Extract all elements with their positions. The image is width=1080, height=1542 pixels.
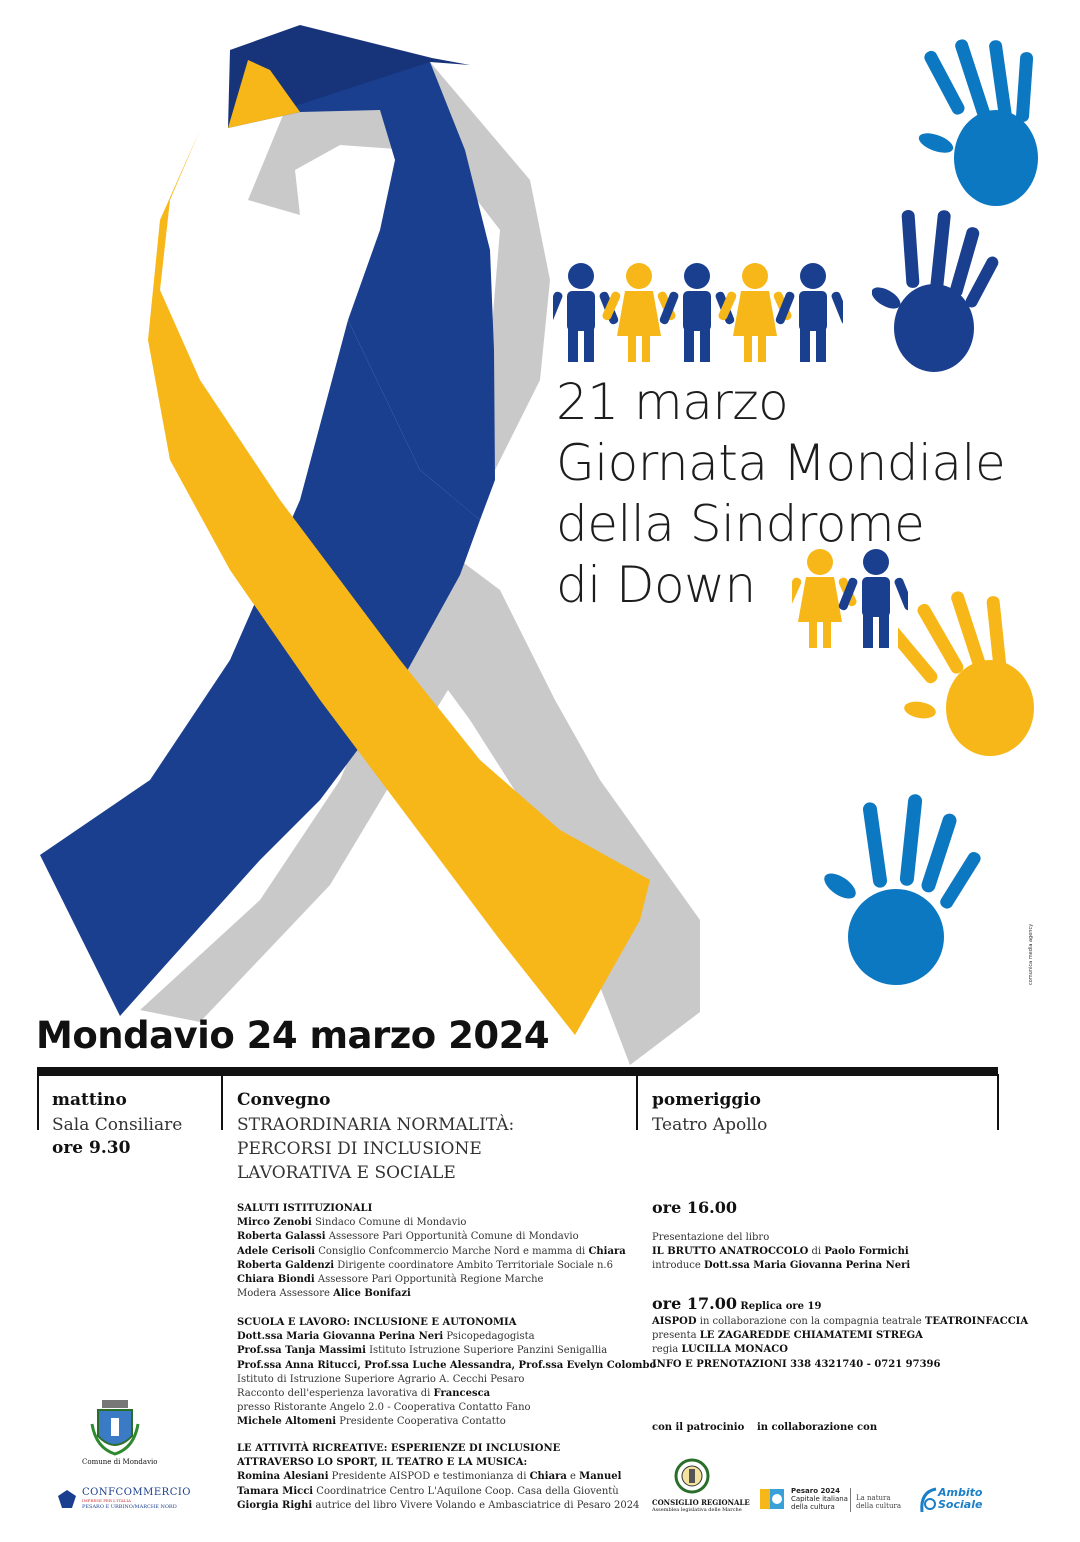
speaker-name: Mirco Zenobi [237, 1217, 312, 1229]
confcommercio-logo-icon [56, 1488, 78, 1510]
speaker-name: Tamara Micci [237, 1485, 314, 1497]
section-heading: SALUTI ISTITUZIONALI [237, 1203, 373, 1214]
consiglio-regionale-seal-icon [674, 1456, 710, 1496]
ambito-line: Sociale [938, 1498, 983, 1511]
convegno-title [237, 1113, 514, 1185]
confcommercio-sub1: IMPRESE PER L'ITALIA [82, 1498, 131, 1503]
book-di: di [808, 1246, 825, 1258]
speaker-role: Psicopedagogista [443, 1331, 535, 1343]
section-heading: ATTRAVERSO LO SPORT, IL TEATRO E LA MUSICA: [237, 1457, 528, 1469]
speaker-name: Chiara Biondi [237, 1274, 315, 1286]
theatre-info [652, 1315, 1028, 1372]
book-author: Paolo Formichi [824, 1246, 909, 1258]
introduce-name: Dott.ssa Maria Giovanna Perina Neri [704, 1260, 911, 1272]
natura-line: La natura [856, 1494, 891, 1502]
speaker-name: Manuel [579, 1471, 622, 1483]
consiglio-sub: Assemblea legislativa delle Marche [652, 1507, 742, 1513]
divider [37, 1074, 39, 1130]
headline-line-2: Giornata Mondiale [556, 434, 1006, 492]
divider [221, 1074, 223, 1130]
speaker-role: Dirigente coordinatore Ambito Territoriale Sociale n.6 [334, 1259, 613, 1271]
time-2-label: ore 17.00 [652, 1294, 737, 1313]
pesaro-line: della cultura [791, 1503, 835, 1511]
saluti-section [237, 1202, 626, 1301]
pesaro-line: Pesaro 2024 [791, 1487, 840, 1495]
natura-divider [850, 1488, 851, 1512]
organizer-role: in collaborazione con la compagnia teatrale [696, 1316, 925, 1327]
event-date: Mondavio 24 marzo 2024 [36, 1014, 550, 1057]
pesaro-line: Capitale italiana [791, 1495, 848, 1503]
speaker-name: Chiara [588, 1245, 626, 1257]
speaker-name: Chiara [529, 1471, 567, 1483]
play-title: LE ZAGAREDDE CHIAMATEMI STREGA [699, 1330, 923, 1342]
speaker-name: Prof.ssa Anna Ritucci, Prof.ssa Luche Alessandra, Prof.ssa Evelyn Colombo [237, 1359, 657, 1371]
speaker-role: Assessore Pari Opportunità Regione Marche [314, 1274, 544, 1286]
patrocinio-text: con il patrocinio [652, 1422, 745, 1433]
pesaro-2024-logo-icon [758, 1486, 788, 1512]
regia-label: regia [652, 1344, 682, 1356]
pesaro-2024-text [791, 1487, 848, 1511]
confcommercio-logo [82, 1487, 191, 1510]
speaker-role: Modera Assessore [237, 1288, 334, 1300]
ambito-sociale-logo-icon [918, 1486, 940, 1514]
blue-hand-icon-2 [824, 792, 994, 992]
speaker-name: Michele Altomeni [237, 1416, 337, 1428]
speaker-role: presso Ristorante Angelo 2.0 - Cooperativa Contatto Fano [237, 1402, 531, 1414]
patrocinio-label [652, 1421, 744, 1435]
afternoon-time-2 [652, 1294, 821, 1313]
morning-time: ore 9.30 [52, 1138, 131, 1158]
replica-label: Replica ore 19 [736, 1301, 822, 1312]
speaker-name: Francesca [433, 1388, 491, 1400]
yellow-hand-icon [898, 590, 1038, 770]
speaker-role: Istituto Istruzione Superiore Panzini Senigallia [365, 1345, 608, 1357]
speaker-role: Sindaco Comune di Mondavio [311, 1217, 467, 1229]
speaker-name: Adele Cerisoli [237, 1245, 316, 1257]
ambito-line: Ambito [938, 1486, 983, 1499]
convegno-title-line: PERCORSI DI INCLUSIONE [237, 1139, 482, 1159]
natura-text [856, 1494, 901, 1510]
section-heading: SCUOLA E LAVORO: INCLUSIONE E AUTONOMIA [237, 1317, 517, 1328]
speaker-name: Alice Bonifazi [333, 1288, 411, 1300]
company-name: TEATROINFACCIA [924, 1316, 1029, 1327]
speaker-name: Roberta Galdenzi [237, 1259, 335, 1271]
consiglio-caption: CONSIGLIO REGIONALE [652, 1498, 750, 1507]
divider [997, 1074, 999, 1130]
book-intro: Presentazione del libro [652, 1232, 770, 1243]
speaker-name: Prof.ssa Tanja Massimi [237, 1345, 366, 1357]
collaborazione-text: in collaborazione con [757, 1422, 878, 1433]
speaker-role: Consiglio Confcommercio Marche Nord e mamma di [315, 1245, 589, 1257]
organizer-name: AISPOD [652, 1316, 697, 1327]
attivita-section [237, 1442, 639, 1513]
collaborazione-label [757, 1421, 877, 1435]
agency-credit: comunica media agency [1028, 923, 1034, 985]
morning-place: Sala Consiliare [52, 1115, 183, 1135]
headline [556, 372, 1005, 616]
speaker-name: Dott.ssa Maria Giovanna Perina Neri [237, 1331, 444, 1343]
introduce-label: introduce [652, 1260, 704, 1272]
headline-line-1: 21 marzo [556, 373, 789, 431]
afternoon-time-1: ore 16.00 [652, 1198, 737, 1217]
afternoon-heading: pomeriggio [652, 1090, 762, 1110]
speaker-name: Giorgia Righi [237, 1499, 313, 1511]
people-row-icon [553, 262, 843, 364]
speaker-role: Istituto di Istruzione Superiore Agrario A. Cecchi Pesaro [237, 1373, 525, 1385]
headline-line-3: della Sindrome [556, 495, 925, 553]
speaker-role: autrice del libro Vivere Volando e Ambasciatrice di Pesaro 2024 [312, 1499, 640, 1511]
book-title: IL BRUTTO ANATROCCOLO [652, 1246, 809, 1258]
confcommercio-name: CONFCOMMERCIO [82, 1487, 191, 1498]
headline-line-4: di Down [556, 556, 756, 614]
speaker-role: Assessore Pari Opportunità Comune di Mondavio [325, 1231, 579, 1243]
speaker-role: Presidente AISPOD e testimonianza di [328, 1471, 530, 1483]
speaker-name: Romina Alesiani [237, 1471, 329, 1483]
morning-heading: mattino [52, 1090, 127, 1110]
book-presentation [652, 1231, 910, 1274]
navy-hand-icon [872, 210, 1002, 380]
speaker-role: Coordinatrice Centro L'Aquilone Coop. Casa della Gioventù [313, 1485, 619, 1497]
section-heading: LE ATTIVITÀ RICREATIVE: ESPERIENZE DI INCLUSIONE [237, 1443, 561, 1454]
director-name: LUCILLA MONACO [681, 1344, 788, 1356]
natura-line: della cultura [856, 1502, 902, 1510]
convegno-heading: Convegno [237, 1090, 331, 1110]
confcommercio-sub2: PESARO E URBINO/MARCHE NORD [82, 1504, 177, 1510]
speaker-name: Roberta Galassi [237, 1231, 326, 1243]
divider [636, 1074, 638, 1130]
speaker-role: Presidente Cooperativa Contatto [336, 1416, 506, 1428]
convegno-title-line: STRAORDINARIA NORMALITÀ: [237, 1115, 515, 1135]
speaker-role: Racconto dell'esperienza lavorativa di [237, 1388, 434, 1400]
scuola-section [237, 1316, 656, 1430]
presenta-label: presenta [652, 1330, 700, 1342]
header-bar [37, 1067, 998, 1076]
convegno-title-line: LAVORATIVA E SOCIALE [237, 1163, 456, 1183]
booking-info: INFO E PRENOTAZIONI 338 4321740 - 0721 97396 [652, 1358, 941, 1370]
speaker-role: e [566, 1471, 580, 1483]
afternoon-place: Teatro Apollo [652, 1115, 768, 1135]
comune-caption: Comune di Mondavio [82, 1458, 158, 1466]
mondavio-crest-icon [90, 1398, 140, 1456]
ambito-sociale-text [938, 1487, 982, 1511]
blue-hand-icon [918, 38, 1048, 218]
